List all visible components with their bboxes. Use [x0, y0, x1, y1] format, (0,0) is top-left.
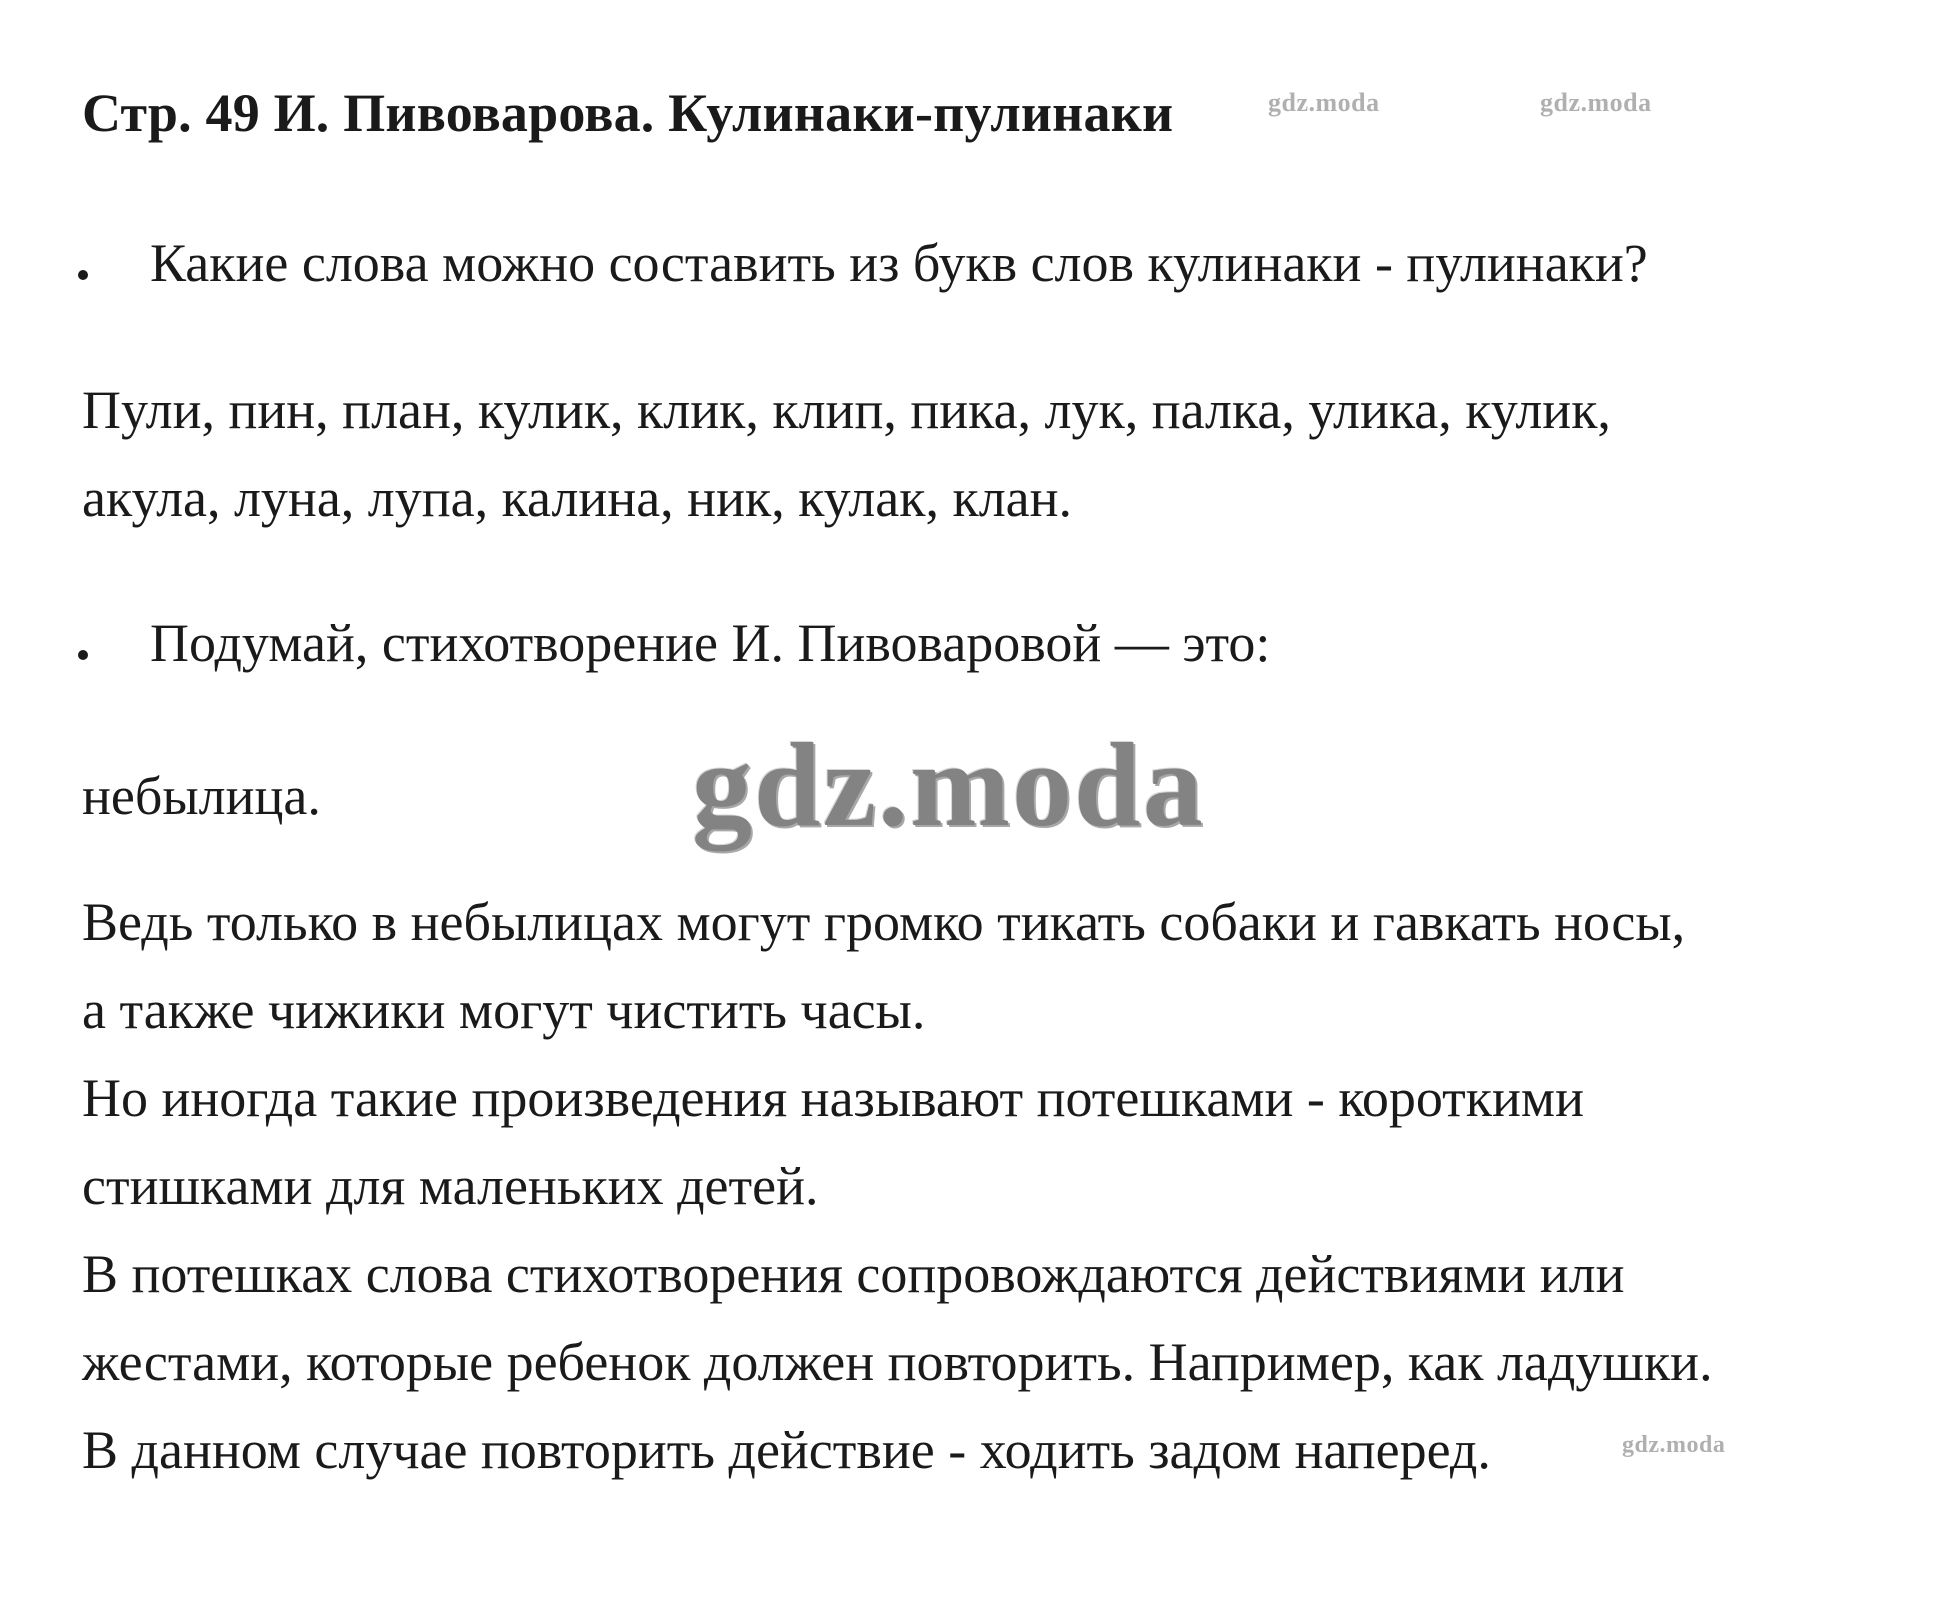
- bullet-icon: [78, 650, 88, 660]
- text-line: стишками для маленьких детей.: [82, 1156, 819, 1216]
- question-text: Какие слова можно составить из букв слов кулинаки - пулинаки?: [150, 233, 1648, 293]
- answer-genre: небылица.: [82, 766, 321, 826]
- text-line: а также чижики могут чистить часы.: [82, 980, 926, 1040]
- watermark-large: gdz.moda: [692, 718, 1205, 851]
- text-line: жестами, которые ребенок должен повторить. Например, как ладушки.: [82, 1332, 1713, 1392]
- watermark-top-right: gdz.moda: [1540, 88, 1652, 117]
- bullet-icon: [78, 270, 88, 280]
- answer-words: [82, 366, 1611, 542]
- answer-explanation: [82, 878, 1713, 1494]
- watermark-top-center: gdz.moda: [1268, 88, 1380, 117]
- question-text: Подумай, стихотворение И. Пивоваровой — это:: [150, 613, 1271, 673]
- page-title: Стр. 49 И. Пивоварова. Кулинаки-пулинаки: [82, 83, 1174, 143]
- text-line: Ведь только в небылицах могут громко тикать собаки и гавкать носы,: [82, 892, 1686, 952]
- text-line: Но иногда такие произведения называют потешками - короткими: [82, 1068, 1584, 1128]
- text-line: Пули, пин, план, кулик, клик, клип, пика, лук, палка, улика, кулик,: [82, 380, 1611, 440]
- watermark-bottom: gdz.moda: [1622, 1432, 1726, 1458]
- text-line: В данном случае повторить действие - ходить задом наперед.: [82, 1420, 1491, 1480]
- text-line: В потешках слова стихотворения сопровождаются действиями или: [82, 1244, 1625, 1304]
- text-line: акула, луна, лупа, калина, ник, кулак, клан.: [82, 468, 1073, 528]
